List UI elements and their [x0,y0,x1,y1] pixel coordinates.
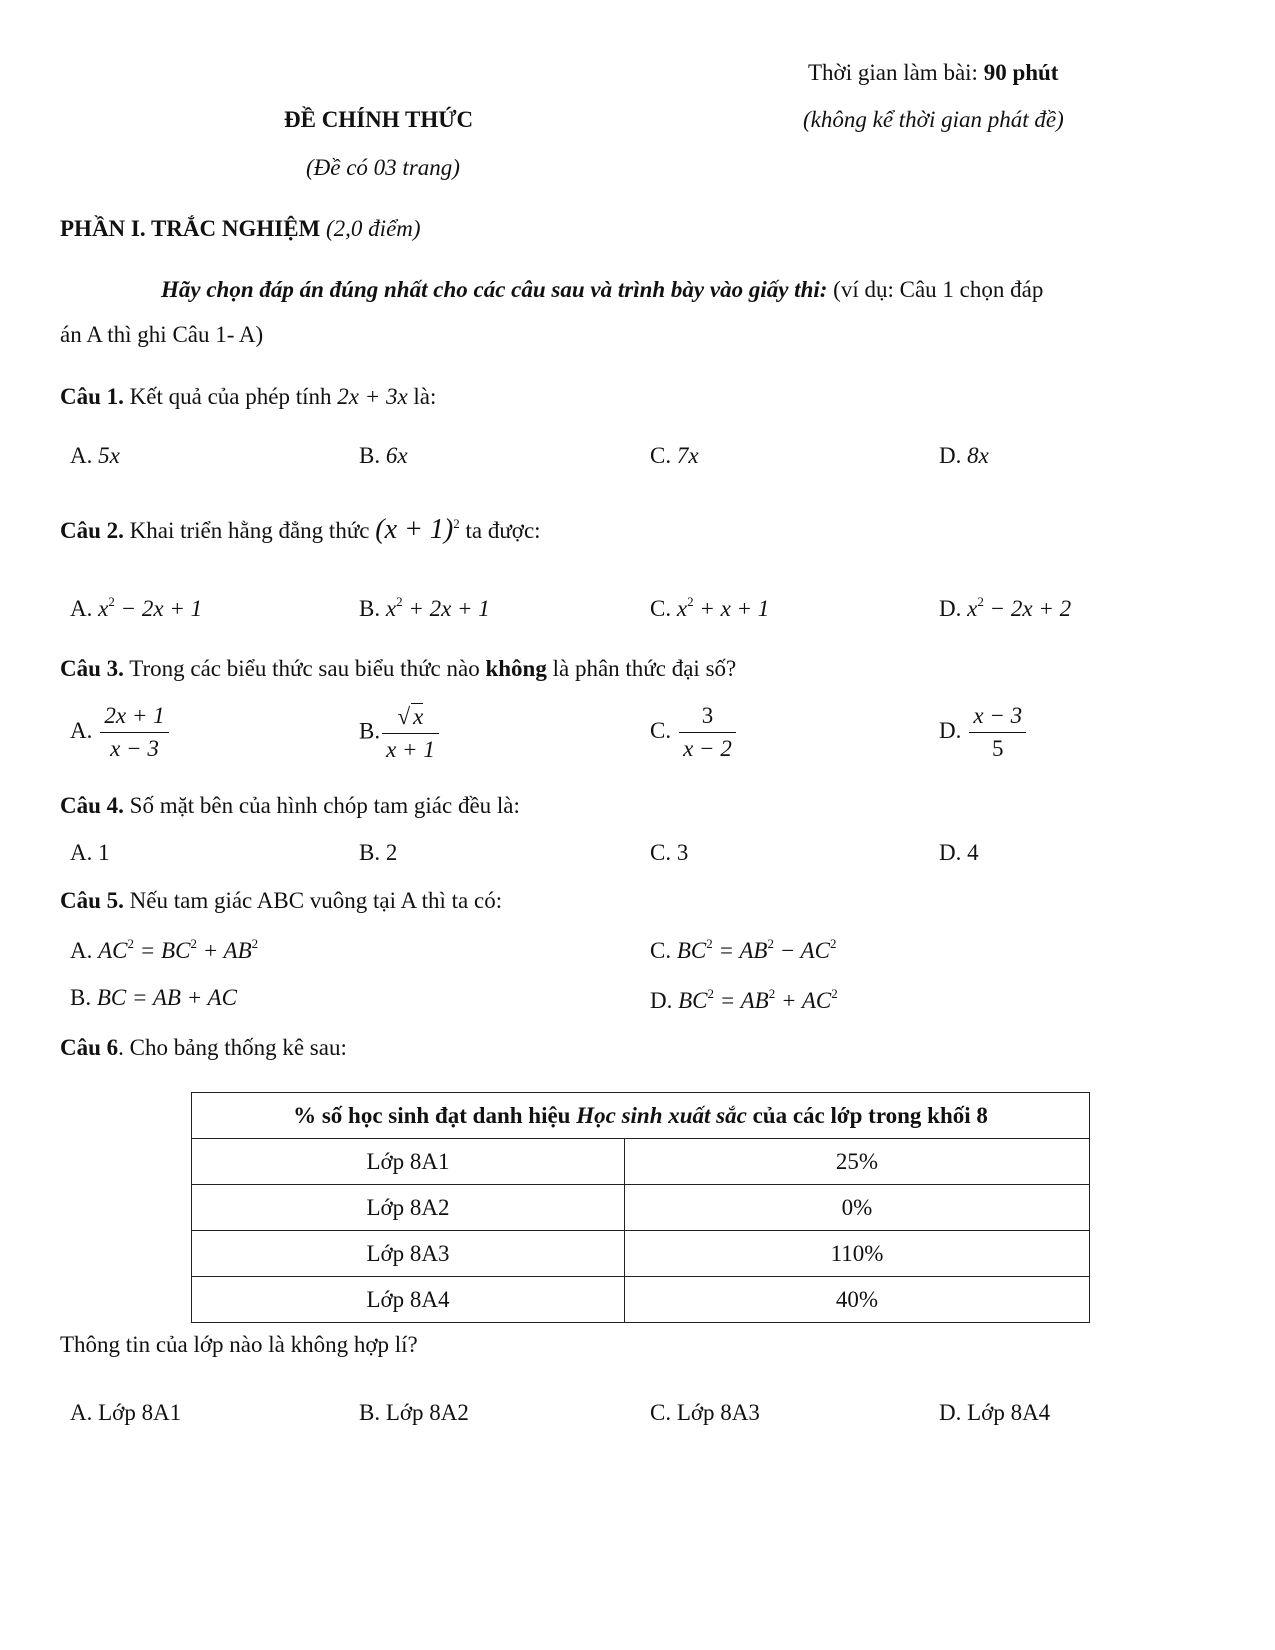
question-5-text: Nếu tam giác ABC vuông tại A thì ta có: [123,888,503,913]
q5-option-b: B. BC = AB + AC [70,985,237,1010]
question-6-label: Câu 6 [60,1035,119,1060]
q6-option-d: D. Lớp 8A4 [939,1400,1051,1425]
question-4-text: Số mặt bên của hình chóp tam giác đều là: [123,793,520,818]
question-2-label: Câu 2. [60,518,124,543]
q2-option-c: C. $x^2 + x + 1$ [650,594,770,621]
question-3-text: Trong các biểu thức sau biểu thức nào [123,656,486,681]
question-2-text: Khai triển hằng đẳng thức [123,518,376,543]
statistics-table [191,1092,1090,1323]
q5-option-c: C. $BC^2 = AB^2 - AC^2$ [650,936,837,963]
question-5-label: Câu 5. [60,888,124,913]
question-6-prompt: Thông tin của lớp nào là không hợp lí? [60,1332,418,1357]
q6-option-b: B. Lớp 8A2 [359,1400,469,1425]
section-title [60,216,421,242]
question-5 [60,888,502,914]
table-cell-class: Lớp 8A2 [192,1185,625,1231]
exam-time-label: Thời gian làm bài: [808,60,984,85]
question-4 [60,793,520,819]
q4-option-c: C. 3 [650,840,689,865]
table-cell-class: Lớp 8A1 [192,1139,625,1185]
q6-option-c: C. Lớp 8A3 [650,1400,760,1425]
q3-option-a: A. $\frac{2x + 1}{x - 3}$ [70,703,169,762]
sqrt-icon: √ [397,704,411,729]
question-6-text: . Cho bảng thống kê sau: [118,1035,347,1060]
question-3-label: Câu 3. [60,656,124,681]
question-6 [60,1035,347,1061]
table-cell-percent: 110% [625,1231,1090,1277]
table-cell-class: Lớp 8A3 [192,1231,625,1277]
q1-option-d: D. 8x [939,443,989,468]
q5-option-a: A. $AC^2 = BC^2 + AB^2$ [70,936,259,963]
instruction-rest: (ví dụ: Câu 1 chọn đáp [827,277,1044,302]
q3-option-c: C. $\frac{3}{x - 2}$ [650,703,736,762]
section-instruction [161,277,1043,303]
table-cell-percent: 0% [625,1185,1090,1231]
exam-time [808,60,1058,86]
section-title-text: PHẦN I. TRẮC NGHIỆM [60,216,321,241]
q3-option-d: D. $\frac{x - 3}{5}$ [939,703,1026,762]
table-row [192,1231,1090,1277]
q6-option-a: A. Lớp 8A1 [70,1400,182,1425]
question-1 [60,384,436,410]
question-4-label: Câu 4. [60,793,124,818]
question-2-text-end: ta được: [459,518,541,543]
q4-option-a: A. 1 [70,840,110,865]
q4-option-b: B. 2 [359,840,398,865]
exam-type: ĐỀ CHÍNH THỨC [284,107,474,132]
table-cell-class: Lớp 8A4 [192,1277,625,1323]
question-1-expr: 2x + 3x [337,384,408,409]
question-3-text-end: là phân thức đại số? [546,656,737,681]
table-cell-percent: 25% [625,1139,1090,1185]
table-title: % số học sinh đạt danh hiệu Học sinh xuất sắc của các lớp trong khối 8 [192,1093,1090,1139]
exam-time-value: 90 phút [983,60,1059,85]
instruction-continued: án A thì ghi Câu 1- A) [60,322,264,347]
q3-option-b: B. $\frac{√ x}{x + 1}$ [359,703,439,763]
question-1-text-end: là: [407,384,437,409]
question-1-text: Kết quả của phép tính [123,384,338,409]
question-3-emphasis: không [485,656,547,681]
q2-option-a: A. $x^2 - 2x + 1$ [70,594,203,621]
question-2-expr: (x + 1) [375,514,454,545]
q2-option-b: B. $x^2 + 2x + 1$ [359,594,490,621]
fraction: $\frac{3}{x - 2}$ [679,703,736,762]
table-row [192,1277,1090,1323]
q5-option-d: D. $BC^2 = AB^2 + AC^2$ [650,986,838,1013]
table-header-row [192,1093,1090,1139]
q4-option-d: D. 4 [939,840,979,865]
question-2: Câu 2. Khai triển hằng đẳng thức $(x + 1)^2$ ta được: [60,514,541,545]
section-points: (2,0 điểm) [320,216,421,241]
q1-option-a: A. 5x [70,443,120,468]
table-cell-percent: 40% [625,1277,1090,1323]
q1-option-c: C. 7x [650,443,699,468]
table-row [192,1139,1090,1185]
fraction: $\frac{x - 3}{5}$ [969,703,1026,762]
question-3 [60,656,736,682]
instruction-bold: Hãy chọn đáp án đúng nhất cho các câu sau và trình bày vào giấy thi: [161,277,828,302]
exam-time-note: (không kể thời gian phát đề) [803,107,1064,132]
exam-pages-note: (Đề có 03 trang) [306,155,460,180]
table-row [192,1185,1090,1231]
fraction: $\frac{√ x}{x + 1}$ [382,703,439,763]
question-1-label: Câu 1. [60,384,124,409]
q2-option-d: D. $x^2 - 2x + 2$ [939,594,1072,621]
fraction: $\frac{2x + 1}{x - 3}$ [100,703,168,762]
q1-option-b: B. 6x [359,443,408,468]
